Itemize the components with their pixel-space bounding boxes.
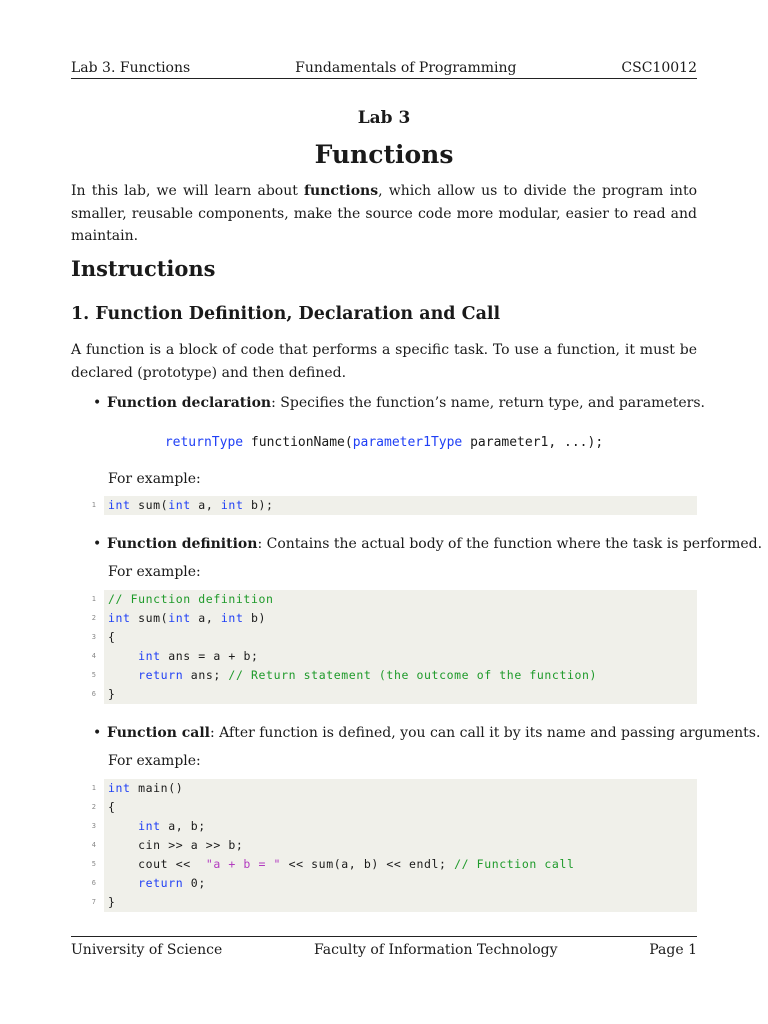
code-line: 2 {: [91, 800, 116, 814]
code-block-call: [91, 779, 697, 912]
lab-label: Lab 3: [357, 108, 411, 128]
code-line: 4 int ans = a + b;: [91, 649, 259, 663]
page-header: [71, 56, 697, 76]
header-left: Lab 3. Functions: [71, 60, 191, 76]
subsection-paragraph: A function is a block of code that performs a specific task. To use a function, it must be declared (prototype) and then defined.: [71, 342, 697, 381]
code-line: 1 // Function definition: [91, 592, 274, 606]
header-center: Fundamentals of Programming: [295, 60, 517, 76]
code-line: 1 int main(): [91, 781, 184, 795]
bullet-definition: • Function definition: Contains the actual body of the function where the task is performed.: [93, 536, 763, 552]
code-line: 5 return ans; // Return statement (the outcome of the function): [91, 668, 598, 682]
header-right: CSC10012: [621, 60, 697, 76]
code-line: 4 cin >> a >> b;: [91, 838, 244, 852]
page-title: Functions: [314, 140, 454, 169]
for-example-1: For example:: [108, 471, 201, 487]
header-rule: [71, 78, 697, 79]
for-example-2: For example:: [108, 564, 201, 580]
code-line: 6 }: [91, 687, 116, 701]
prototype-line: returnType functionName(parameter1Type parameter1, ...);: [164, 435, 604, 450]
for-example-3: For example:: [108, 753, 201, 769]
footer-right: Page 1: [649, 942, 697, 958]
code-block-declaration: [91, 496, 697, 515]
footer-rule: [71, 936, 697, 937]
code-line: 1 int sum(int a, int b);: [91, 498, 274, 512]
code-line: 5 cout << "a + b = " << sum(a, b) << endl; // Function call: [91, 857, 575, 871]
code-line: 3 {: [91, 630, 116, 644]
footer-center: Faculty of Information Technology: [313, 942, 558, 958]
bullet-declaration: • Function declaration: Specifies the function’s name, return type, and parameters.: [93, 395, 705, 411]
code-line: 7 }: [91, 895, 116, 909]
intro-paragraph: In this lab, we will learn about functions, which allow us to divide the program into smaller, reusable components, make the source code more modular, easier to read and maintain.: [71, 183, 697, 244]
page-footer: [71, 938, 697, 958]
code-block-definition: [91, 590, 697, 704]
footer-left: University of Science: [71, 942, 223, 958]
code-line: 3 int a, b;: [91, 819, 206, 833]
subsection-heading: 1. Function Definition, Declaration and Call: [71, 304, 501, 324]
section-heading: Instructions: [71, 256, 216, 281]
code-line: 6 return 0;: [91, 876, 206, 890]
code-line: 2 int sum(int a, int b): [91, 611, 267, 625]
bullet-call: • Function call: After function is defined, you can call it by its name and passing arguments.: [93, 725, 761, 741]
